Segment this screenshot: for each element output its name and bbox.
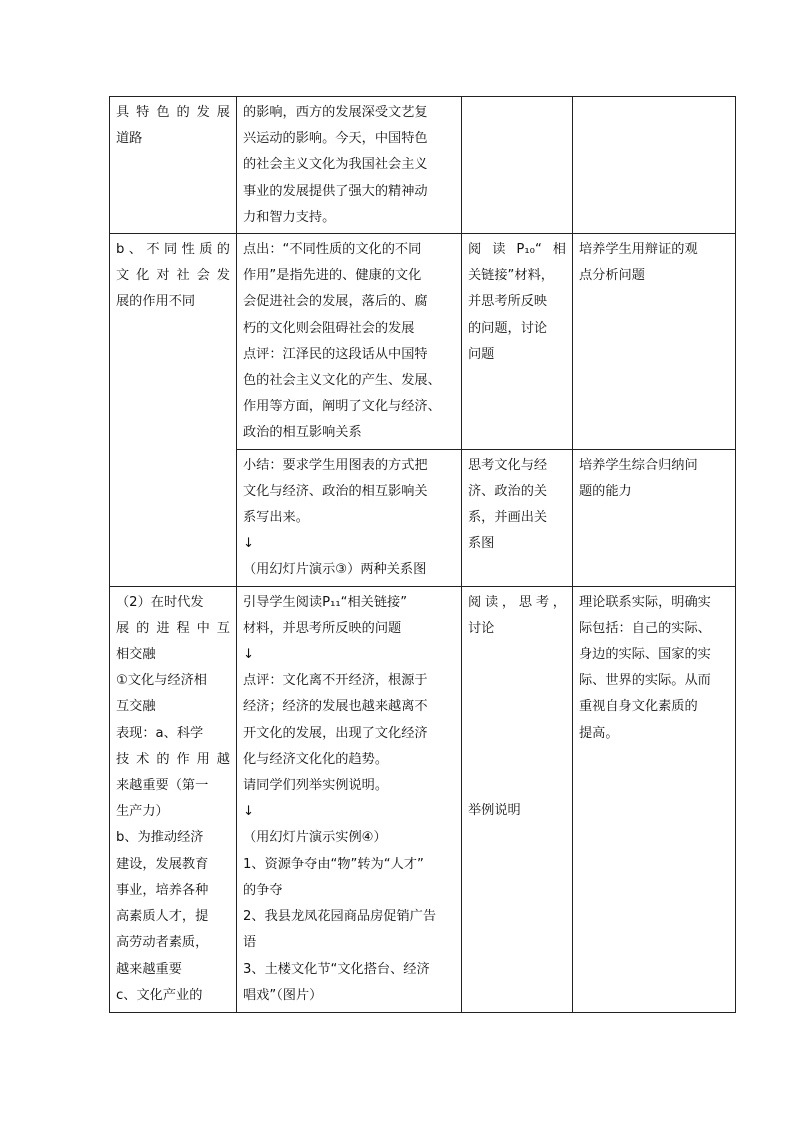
cell-line: 阅读，思考， [468, 594, 566, 610]
content-cell [110, 586, 237, 1012]
cell-line: 表现：a、科学 [116, 725, 204, 741]
cell-line: 越来越重要 [116, 961, 182, 977]
cell-line: 提高。 [579, 725, 619, 741]
cell-line: 道路 [116, 131, 143, 147]
cell-line: 作用”是指先进的、健康的文化 [243, 268, 422, 284]
content-cell [110, 97, 237, 234]
teacher-activity-cell [237, 449, 462, 586]
cell-line: 重视自身文化素质的 [579, 699, 698, 715]
cell-line: 展的进程中互 [116, 620, 230, 636]
cell-line: 济、政治的关 [468, 483, 548, 499]
cell-line: 语 [243, 935, 257, 951]
cell-line: 兴运动的影响。今天，中国特色 [243, 131, 428, 147]
design-intent-cell [573, 586, 736, 1012]
cell-line: 系，并画出关 [468, 510, 548, 526]
cell-line: 点分析问题 [579, 268, 645, 284]
cell-line: 高素质人才，提 [116, 909, 209, 925]
cell-line: 朽的文化则会阻碍社会的发展 [243, 320, 415, 336]
cell-line: 并思考所反映 [468, 294, 548, 310]
content-cell [110, 234, 237, 587]
cell-line: c、文化产业的 [116, 987, 203, 1003]
design-intent-cell [573, 449, 736, 586]
cell-line: 的社会主义文化为我国社会主义 [243, 157, 428, 173]
lesson-plan-table [109, 96, 736, 1013]
cell-line: 经济；经济的发展也越来越离不 [243, 699, 428, 715]
teacher-activity-cell [237, 97, 462, 234]
cell-line: 1、资源争夺由“物”转为“人才” [243, 856, 424, 872]
cell-line: 讨论 [468, 620, 495, 636]
cell-line: （用幻灯片演示③）两种关系图 [243, 562, 427, 578]
cell-line: 文化与经济、政治的相互影响关 [243, 483, 428, 499]
arrow-down-icon: ↓ [243, 536, 255, 552]
cell-line: 政治的相互影响关系 [243, 425, 362, 441]
cell-line: ①文化与经济相 [116, 673, 207, 689]
cell-line: 建设，发展教育 [116, 856, 209, 872]
cell-line: 引导学生阅读P₁₁“相关链接” [243, 594, 408, 610]
cell-line: 的问题，讨论 [468, 320, 548, 336]
cell-line: 事业的发展提供了强大的精神动 [243, 183, 428, 199]
cell-line: 事业，培养各种 [116, 882, 209, 898]
cell-line: 展的作用不同 [116, 294, 196, 310]
cell-line: 系图 [468, 536, 495, 552]
cell-line: （用幻灯片演示实例④） [243, 830, 387, 846]
cell-line: 文化对社会发 [116, 268, 230, 284]
cell-line: 技术的作用越 [116, 751, 230, 767]
cell-line: 培养学生综合归纳问 [579, 457, 698, 473]
cell-line: 际、世界的实际。从而 [579, 673, 711, 689]
cell-line: 问题 [468, 346, 495, 362]
cell-line: 会促进社会的发展，落后的、腐 [243, 294, 428, 310]
cell-line: 际包括：自己的实际、 [579, 620, 711, 636]
cell-line: 来越重要（第一 [116, 778, 209, 794]
design-intent-cell [573, 97, 736, 234]
table-row [110, 234, 736, 450]
cell-line: b、不同性质的 [116, 242, 230, 258]
student-activity-cell [462, 234, 573, 450]
cell-line: 相交融 [116, 647, 156, 663]
teacher-activity-cell [237, 234, 462, 450]
cell-line: 理论联系实际，明确实 [579, 594, 711, 610]
cell-line: 具特色的发展 [116, 105, 230, 120]
cell-line: 点出：“不同性质的文化的不同 [243, 242, 422, 258]
cell-line: 小结：要求学生用图表的方式把 [243, 457, 428, 473]
cell-line: 高劳动者素质， [116, 935, 209, 951]
cell-line: 思考文化与经 [468, 457, 548, 473]
spacer [468, 642, 566, 694]
design-intent-cell [573, 234, 736, 450]
cell-line: 阅读P₁₀“相 [468, 242, 566, 258]
cell-line: 请同学们列举实例说明。 [243, 778, 389, 794]
cell-line: 开文化的发展，出现了文化经济 [243, 725, 428, 741]
cell-line: 色的社会主义文化的产生、发展、 [243, 373, 441, 389]
cell-line: 作用等方面，阐明了文化与经济、 [243, 399, 441, 415]
spacer [468, 746, 566, 798]
cell-line: 唱戏”（图片） [243, 987, 323, 1003]
arrow-down-icon: ↓ [243, 804, 255, 820]
cell-line: 点评：江泽民的这段话从中国特 [243, 346, 428, 362]
arrow-down-icon: ↓ [243, 647, 255, 663]
table-row [110, 586, 736, 1012]
cell-line: 的争夺 [243, 882, 283, 898]
cell-line: 培养学生用辩证的观 [579, 242, 698, 258]
cell-line: 力和智力支持。 [243, 209, 336, 225]
cell-line: 的影响，西方的发展深受文艺复 [243, 105, 428, 120]
student-activity-cell [462, 97, 573, 234]
cell-line: 点评：文化离不开经济，根源于 [243, 673, 428, 689]
cell-line: 身边的实际、国家的实 [579, 647, 711, 663]
cell-line: 材料，并思考所反映的问题 [243, 620, 402, 636]
cell-line: 系写出来。 [243, 510, 309, 526]
cell-line: 互交融 [116, 699, 156, 715]
cell-line: 举例说明 [468, 803, 521, 819]
cell-line: 关链接”材料， [468, 268, 554, 284]
cell-line: b、为推动经济 [116, 830, 204, 846]
cell-line: 化与经济文化化的趋势。 [243, 751, 389, 767]
cell-line: 2、我县龙凤花园商品房促销广告 [243, 909, 437, 925]
teacher-activity-cell [237, 586, 462, 1012]
cell-line: 题的能力 [579, 483, 632, 499]
cell-line: 3、土楼文化节“文化搭台、经济 [243, 961, 430, 977]
student-activity-cell [462, 449, 573, 586]
cell-line: （2）在时代发 [116, 594, 204, 610]
cell-line: 生产力） [116, 804, 169, 820]
table-row [110, 97, 736, 234]
spacer [468, 694, 566, 746]
student-activity-cell [462, 586, 573, 1012]
